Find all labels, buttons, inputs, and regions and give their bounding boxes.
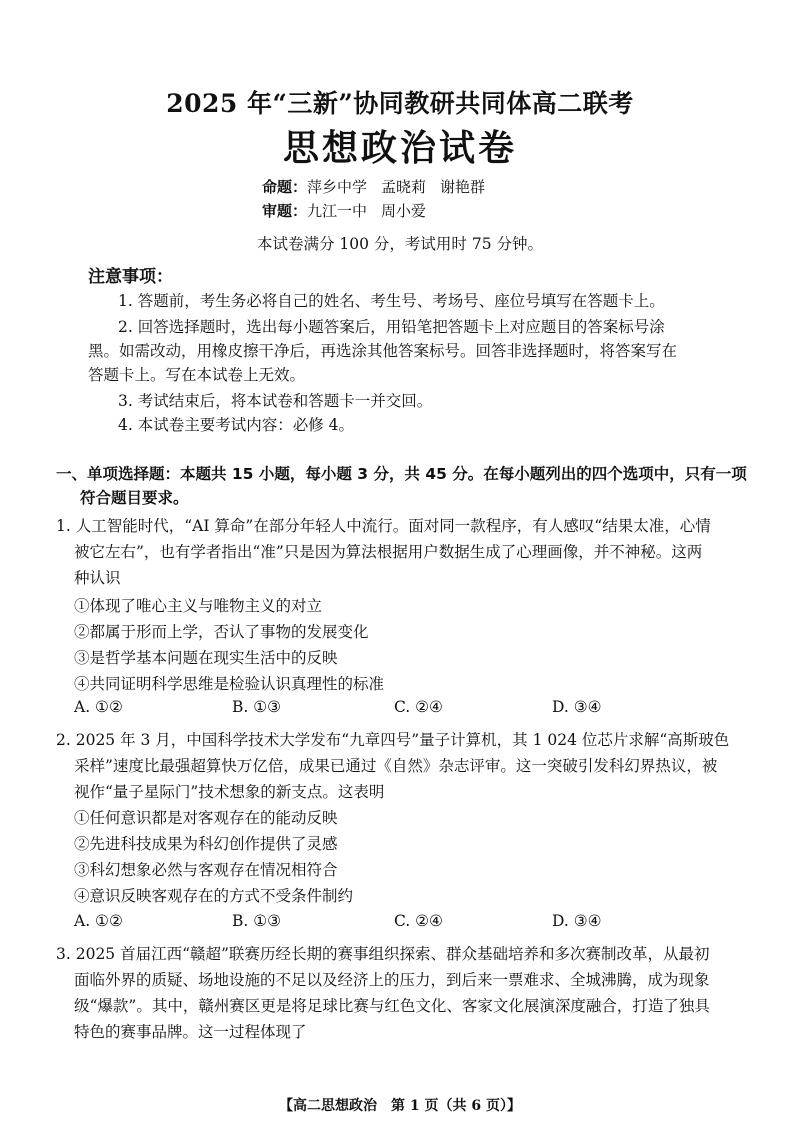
author-name: 谢艳群 xyxy=(440,178,486,196)
section-heading-continued: 符合题目要求。 xyxy=(80,489,189,507)
note-item: 2. 回答选择题时，选出每小题答案后，用铅笔把答题卡上对应题目的答案标号涂 xyxy=(118,318,665,336)
option-b: B. ①③ xyxy=(232,912,282,930)
score-info: 本试卷满分 100 分，考试用时 75 分钟。 xyxy=(256,235,544,253)
question-stem-line: 被它左右”，也有学者指出“准”只是因为算法根据用户数据生成了心理画像，并不神秘。这两 xyxy=(74,543,703,561)
question-statement: ④意识反映客观存在的方式不受条件制约 xyxy=(74,887,354,905)
page-footer: 【高二思想政治 第 1 页（共 6 页）】 xyxy=(279,1098,521,1114)
exam-title-line1: 2025 年“三新”协同教研共同体高二联考 xyxy=(166,89,634,118)
reviewer-name: 周小爱 xyxy=(381,202,427,220)
question-stem-line: 2. 2025 年 3 月，中国科学技术大学发布“九章四号”量子计算机，其 1 024 位芯片求解“高斯玻色 xyxy=(56,731,730,749)
author-label: 命题： xyxy=(262,178,308,196)
question-statement: ③是哲学基本问题在现实生活中的反映 xyxy=(74,649,338,667)
notes-heading: 注意事项： xyxy=(88,267,173,287)
reviewer-label: 审题： xyxy=(262,202,308,220)
question-stem-line: 1. 人工智能时代，“AI 算命”在部分年轻人中流行。面对同一款程序，有人感叹“结果太准，心情 xyxy=(56,517,711,535)
option-a: A. ①② xyxy=(74,912,123,930)
question-stem-line: 种认识 xyxy=(74,569,121,587)
reviewer-school: 九江一中 xyxy=(307,202,368,220)
note-item-continued: 黑。如需改动，用橡皮擦干净后，再选涂其他答案标号。回答非选择题时，将答案写在 xyxy=(88,342,678,360)
question-stem-line: 特色的赛事品牌。这一过程体现了 xyxy=(74,1023,307,1041)
note-item-continued: 答题卡上。写在本试卷上无效。 xyxy=(88,366,306,384)
question-statement: ④共同证明科学思维是检验认识真理性的标准 xyxy=(74,675,385,693)
author-school: 萍乡中学 xyxy=(307,178,368,196)
option-c: C. ②④ xyxy=(394,698,443,716)
reviewer-line xyxy=(262,200,426,221)
author-line xyxy=(262,176,485,197)
question-statement: ②先进科技成果为科幻创作提供了灵感 xyxy=(74,835,338,853)
question-stem-line: 3. 2025 首届江西“赣超”联赛历经长期的赛事组织探索、群众基础培养和多次赛制改革，从最初 xyxy=(56,945,710,963)
question-stem-line: 级“爆款”。其中，赣州赛区更是将足球比赛与红色文化、客家文化展演深度融合，打造了独具 xyxy=(74,997,710,1015)
question-statement: ①体现了唯心主义与唯物主义的对立 xyxy=(74,597,323,615)
question-stem-line: 采样”速度比最强超算快万亿倍，成果已通过《自然》杂志评审。这一突破引发科幻界热议，被 xyxy=(74,757,718,775)
option-a: A. ①② xyxy=(74,698,123,716)
question-statement: ②都属于形而上学，否认了事物的发展变化 xyxy=(74,623,369,641)
exam-title-subject: 思想政治试卷 xyxy=(282,127,517,169)
section-heading: 一、单项选择题：本题共 15 小题，每小题 3 分，共 45 分。在每小题列出的四个选项中，只有一项 xyxy=(56,465,747,483)
question-statement: ①任何意识都是对客观存在的能动反映 xyxy=(74,809,338,827)
author-name: 孟晓莉 xyxy=(381,178,427,196)
question-statement: ③科幻想象必然与客观存在情况相符合 xyxy=(74,861,338,879)
answer-options xyxy=(74,912,714,934)
option-b: B. ①③ xyxy=(232,698,282,716)
answer-options xyxy=(74,698,714,720)
question-stem-line: 面临外界的质疑、场地设施的不足以及经济上的压力，到后来一票难求、全城沸腾，成为现象 xyxy=(74,971,710,989)
note-item: 1. 答题前，考生务必将自己的姓名、考生号、考场号、座位号填写在答题卡上。 xyxy=(118,292,665,310)
option-c: C. ②④ xyxy=(394,912,443,930)
question-stem-line: 视作“量子星际门”技术想象的新支点。这表明 xyxy=(74,783,385,801)
option-d: D. ③④ xyxy=(552,698,602,716)
note-item: 3. 考试结束后，将本试卷和答题卡一并交回。 xyxy=(118,392,433,410)
note-item: 4. 本试卷主要考试内容：必修 4。 xyxy=(118,416,355,434)
option-d: D. ③④ xyxy=(552,912,602,930)
